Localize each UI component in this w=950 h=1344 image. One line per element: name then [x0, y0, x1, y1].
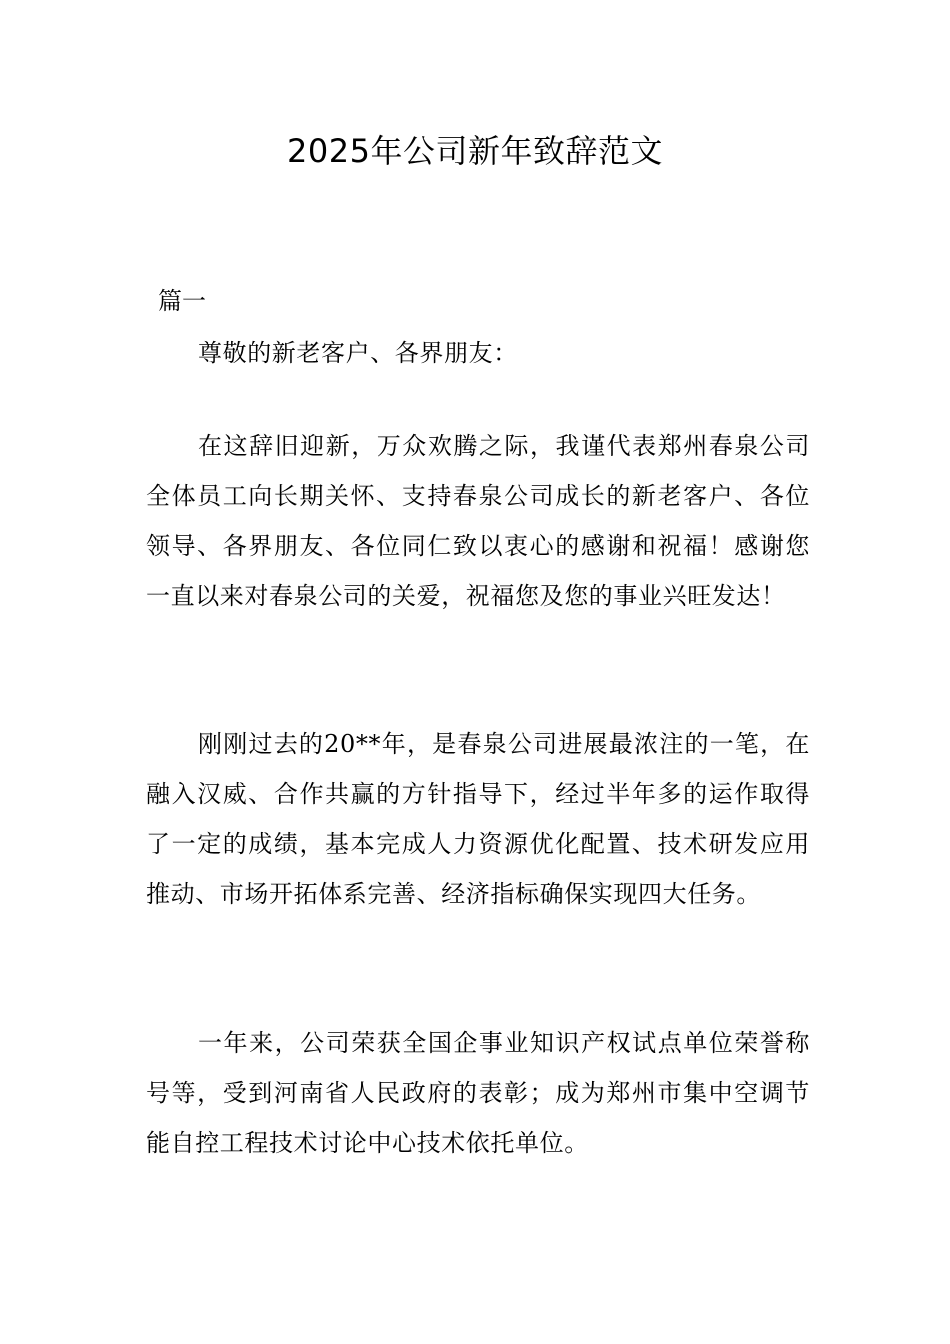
section-label: 篇一	[158, 287, 206, 315]
greeting-paragraph: 尊敬的新老客户、各界朋友：	[198, 339, 518, 367]
body-paragraph-2: 刚刚过去的20**年，是春泉公司进展最浓注的一笔，在融入汉威、合作共赢的方针指导下，经过半年多的运作取得了一定的成绩，基本完成人力资源优化配置、技术研发应用推动、市场开拓体系完善、经济指标确保实现四大任务。	[146, 730, 810, 908]
document-title: 2025年公司新年致辞范文	[287, 132, 663, 170]
body-paragraph-1: 在这辞旧迎新，万众欢腾之际，我谨代表郑州春泉公司全体员工向长期关怀、支持春泉公司成长的新老客户、各位领导、各界朋友、各位同仁致以衷心的感谢和祝福！感谢您一直以来对春泉公司的关爱，祝福您及您的事业兴旺发达！	[146, 432, 810, 610]
body-paragraph-3: 一年来，公司荣获全国企事业知识产权试点单位荣誉称号等，受到河南省人民政府的表彰；成为郑州市集中空调节能自控工程技术讨论中心技术依托单位。	[146, 1029, 810, 1157]
